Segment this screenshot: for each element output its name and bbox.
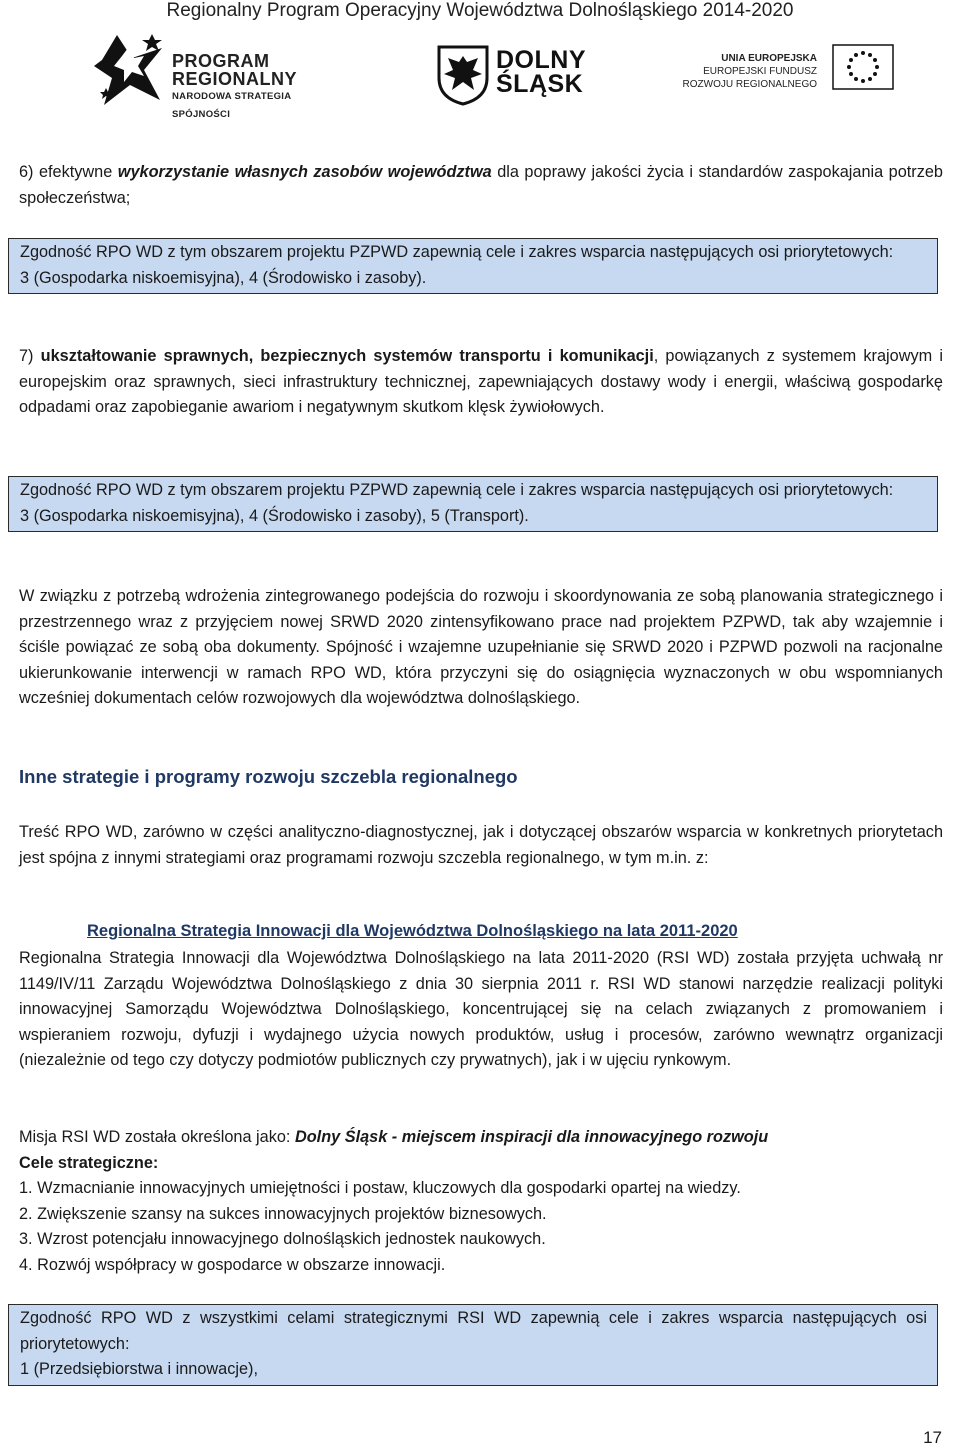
eagle-crest-icon [436, 44, 490, 106]
intro-paragraph: Treść RPO WD, zarówno w części analityczno-diagnostycznej, jak i dotyczącej obszarów wsparcia w konkretnych priorytetach jest spójna z innymi strategiami oraz programami rozwoju szczebla regionalnego, w tym m.in. z: [19, 823, 943, 867]
eu-flag-stars-icon [832, 44, 894, 90]
program-logo-line2: REGIONALNY [172, 69, 298, 89]
compliance-box-2-text: Zgodność RPO WD z tym obszarem projektu PZPWD zapewnią cele i zakres wsparcia następujących osi priorytetowych: [20, 481, 894, 499]
program-logo-line3: NARODOWA STRATEGIA SPÓJNOŚCI [172, 91, 292, 120]
eu-logo-line3: ROZWOJU REGIONALNEGO [682, 79, 817, 90]
compliance-box-3-axes: 1 (Przedsiębiorstwa i innowacje), [20, 1360, 258, 1378]
compliance-box-3-text: Zgodność RPO WD z wszystkimi celami strategicznymi RSI WD zapewnią cele i zakres wsparcia następujących osi priorytetowych: [20, 1309, 927, 1353]
compliance-box-3 [8, 1304, 938, 1386]
goal-item-4: 4. Rozwój współpracy w gospodarce w obszarze innowacji. [19, 1255, 446, 1274]
header-logos [0, 30, 960, 120]
mission-block [19, 1125, 943, 1278]
rsi-heading: Regionalna Strategia Innowacji dla Województwa Dolnośląskiego na lata 2011-2020 [87, 922, 738, 940]
dolny-logo-line1: DOLNY [496, 46, 586, 74]
item-6-paragraph [19, 160, 943, 211]
mission-emphasis: Dolny Śląsk - miejscem inspiracji dla innowacyjnego rozwoju [294, 1128, 769, 1146]
eu-logo-line2: EUROPEJSKI FUNDUSZ [703, 66, 817, 77]
compliance-box-2-axes: 3 (Gospodarka niskoemisyjna), 4 (Środowisko i zasoby), 5 (Transport). [20, 506, 529, 525]
page-number: 17 [923, 1428, 942, 1447]
dolny-logo-line2: ŚLĄSK [496, 70, 584, 98]
item-7-emphasis: ukształtowanie sprawnych, bezpiecznych systemów transportu i komunikacji [40, 347, 654, 365]
compliance-box-1-axes: 3 (Gospodarka niskoemisyjna), 4 (Środowisko i zasoby). [20, 268, 427, 287]
program-regionalny-logo [92, 30, 298, 120]
mission-line [19, 1125, 943, 1151]
mission-prefix: Misja RSI WD została określona jako: [19, 1128, 295, 1146]
goals-title: Cele strategiczne: [19, 1153, 159, 1172]
eu-logo [677, 52, 817, 91]
program-logo-line1: PROGRAM [172, 51, 270, 71]
item-7-suffix: , powiązanych z systemem krajowym i europejskim oraz sprawnych, sieci infrastruktury technicznej, zapewniających dostawy wody i energii, właściwą gospodarkę odpadami oraz zapobieganie awariom i negatywnym skutkom klęsk żywiołowych. [19, 347, 943, 416]
eu-flag [832, 44, 894, 90]
item-7-paragraph [19, 344, 943, 421]
goal-item-2: 2. Zwiększenie szansy na sukces innowacyjnych projektów biznesowych. [19, 1204, 547, 1223]
goal-item-1: 1. Wzmacnianie innowacyjnych umiejętności i postaw, kluczowych dla gospodarki opartej na wiedzy. [19, 1179, 741, 1197]
eu-logo-line1: UNIA EUROPEJSKA [721, 53, 817, 64]
compliance-box-1 [8, 238, 938, 294]
section-heading: Inne strategie i programy rozwoju szczebla regionalnego [19, 766, 518, 787]
page-header-title: Regionalny Program Operacyjny Województwa Dolnośląskiego 2014-2020 [166, 0, 794, 21]
rsi-paragraph: Regionalna Strategia Innowacji dla Województwa Dolnośląskiego na lata 2011-2020 (RSI WD) została przyjęta uchwałą nr 1149/IV/11 Zarządu Województwa Dolnośląskiego z dnia 30 sierpnia 2011 r. RSI WD stanowi narzędzie realizacji polityki innowacyjnej Samorządu Województwa Dolnośląskiego, koncentrującej się na celach związanych z promowaniem i wspieraniem rozwoju, dyfuzji i wydajnego użycia nowych produktów, usług i procesów, zarówno wewnątrz organizacji (niezależnie od tego czy dotyczy podmiotów publicznych czy prywatnych), jak i w ujęciu rynkowym. [19, 949, 943, 1069]
item-6-prefix: 6) efektywne [19, 163, 118, 181]
dolny-slask-logo [436, 44, 586, 106]
item-6-suffix: dla poprawy jakości życia i standardów zaspokajania potrzeb społeczeństwa; [19, 163, 943, 207]
item-6-emphasis: wykorzystanie własnych zasobów województwa [117, 163, 492, 181]
goal-item-3: 3. Wzrost potencjału innowacyjnego dolnośląskich jednostek naukowych. [19, 1230, 546, 1248]
compliance-box-2 [8, 476, 938, 532]
srwd-paragraph: W związku z potrzebą wdrożenia zintegrowanego podejścia do rozwoju i skoordynowania ze sobą planowania strategicznego i przestrzennego wraz z przyjęciem nowej SRWD 2020 zintensyfikowano prace nad projektem PZPWD, tak aby wzajemnie i ściśle powiązać ze sobą oba dokumenty. Spójność i wzajemne uzupełnianie się SRWD 2020 i PZPWD pozwoli na racjonalne ukierunkowanie interwencji w ramach RPO WD, która przyczyni się do osiągnięcia wyznaczonych w obu wspomnianych wcześniej dokumentach celów rozwojowych dla województwa dolnośląskiego. [19, 587, 943, 707]
item-7-prefix: 7) [19, 347, 41, 365]
compliance-box-1-text: Zgodność RPO WD z tym obszarem projektu PZPWD zapewnią cele i zakres wsparcia następujących osi priorytetowych: [20, 243, 894, 261]
program-star-emblem-icon [92, 30, 172, 110]
